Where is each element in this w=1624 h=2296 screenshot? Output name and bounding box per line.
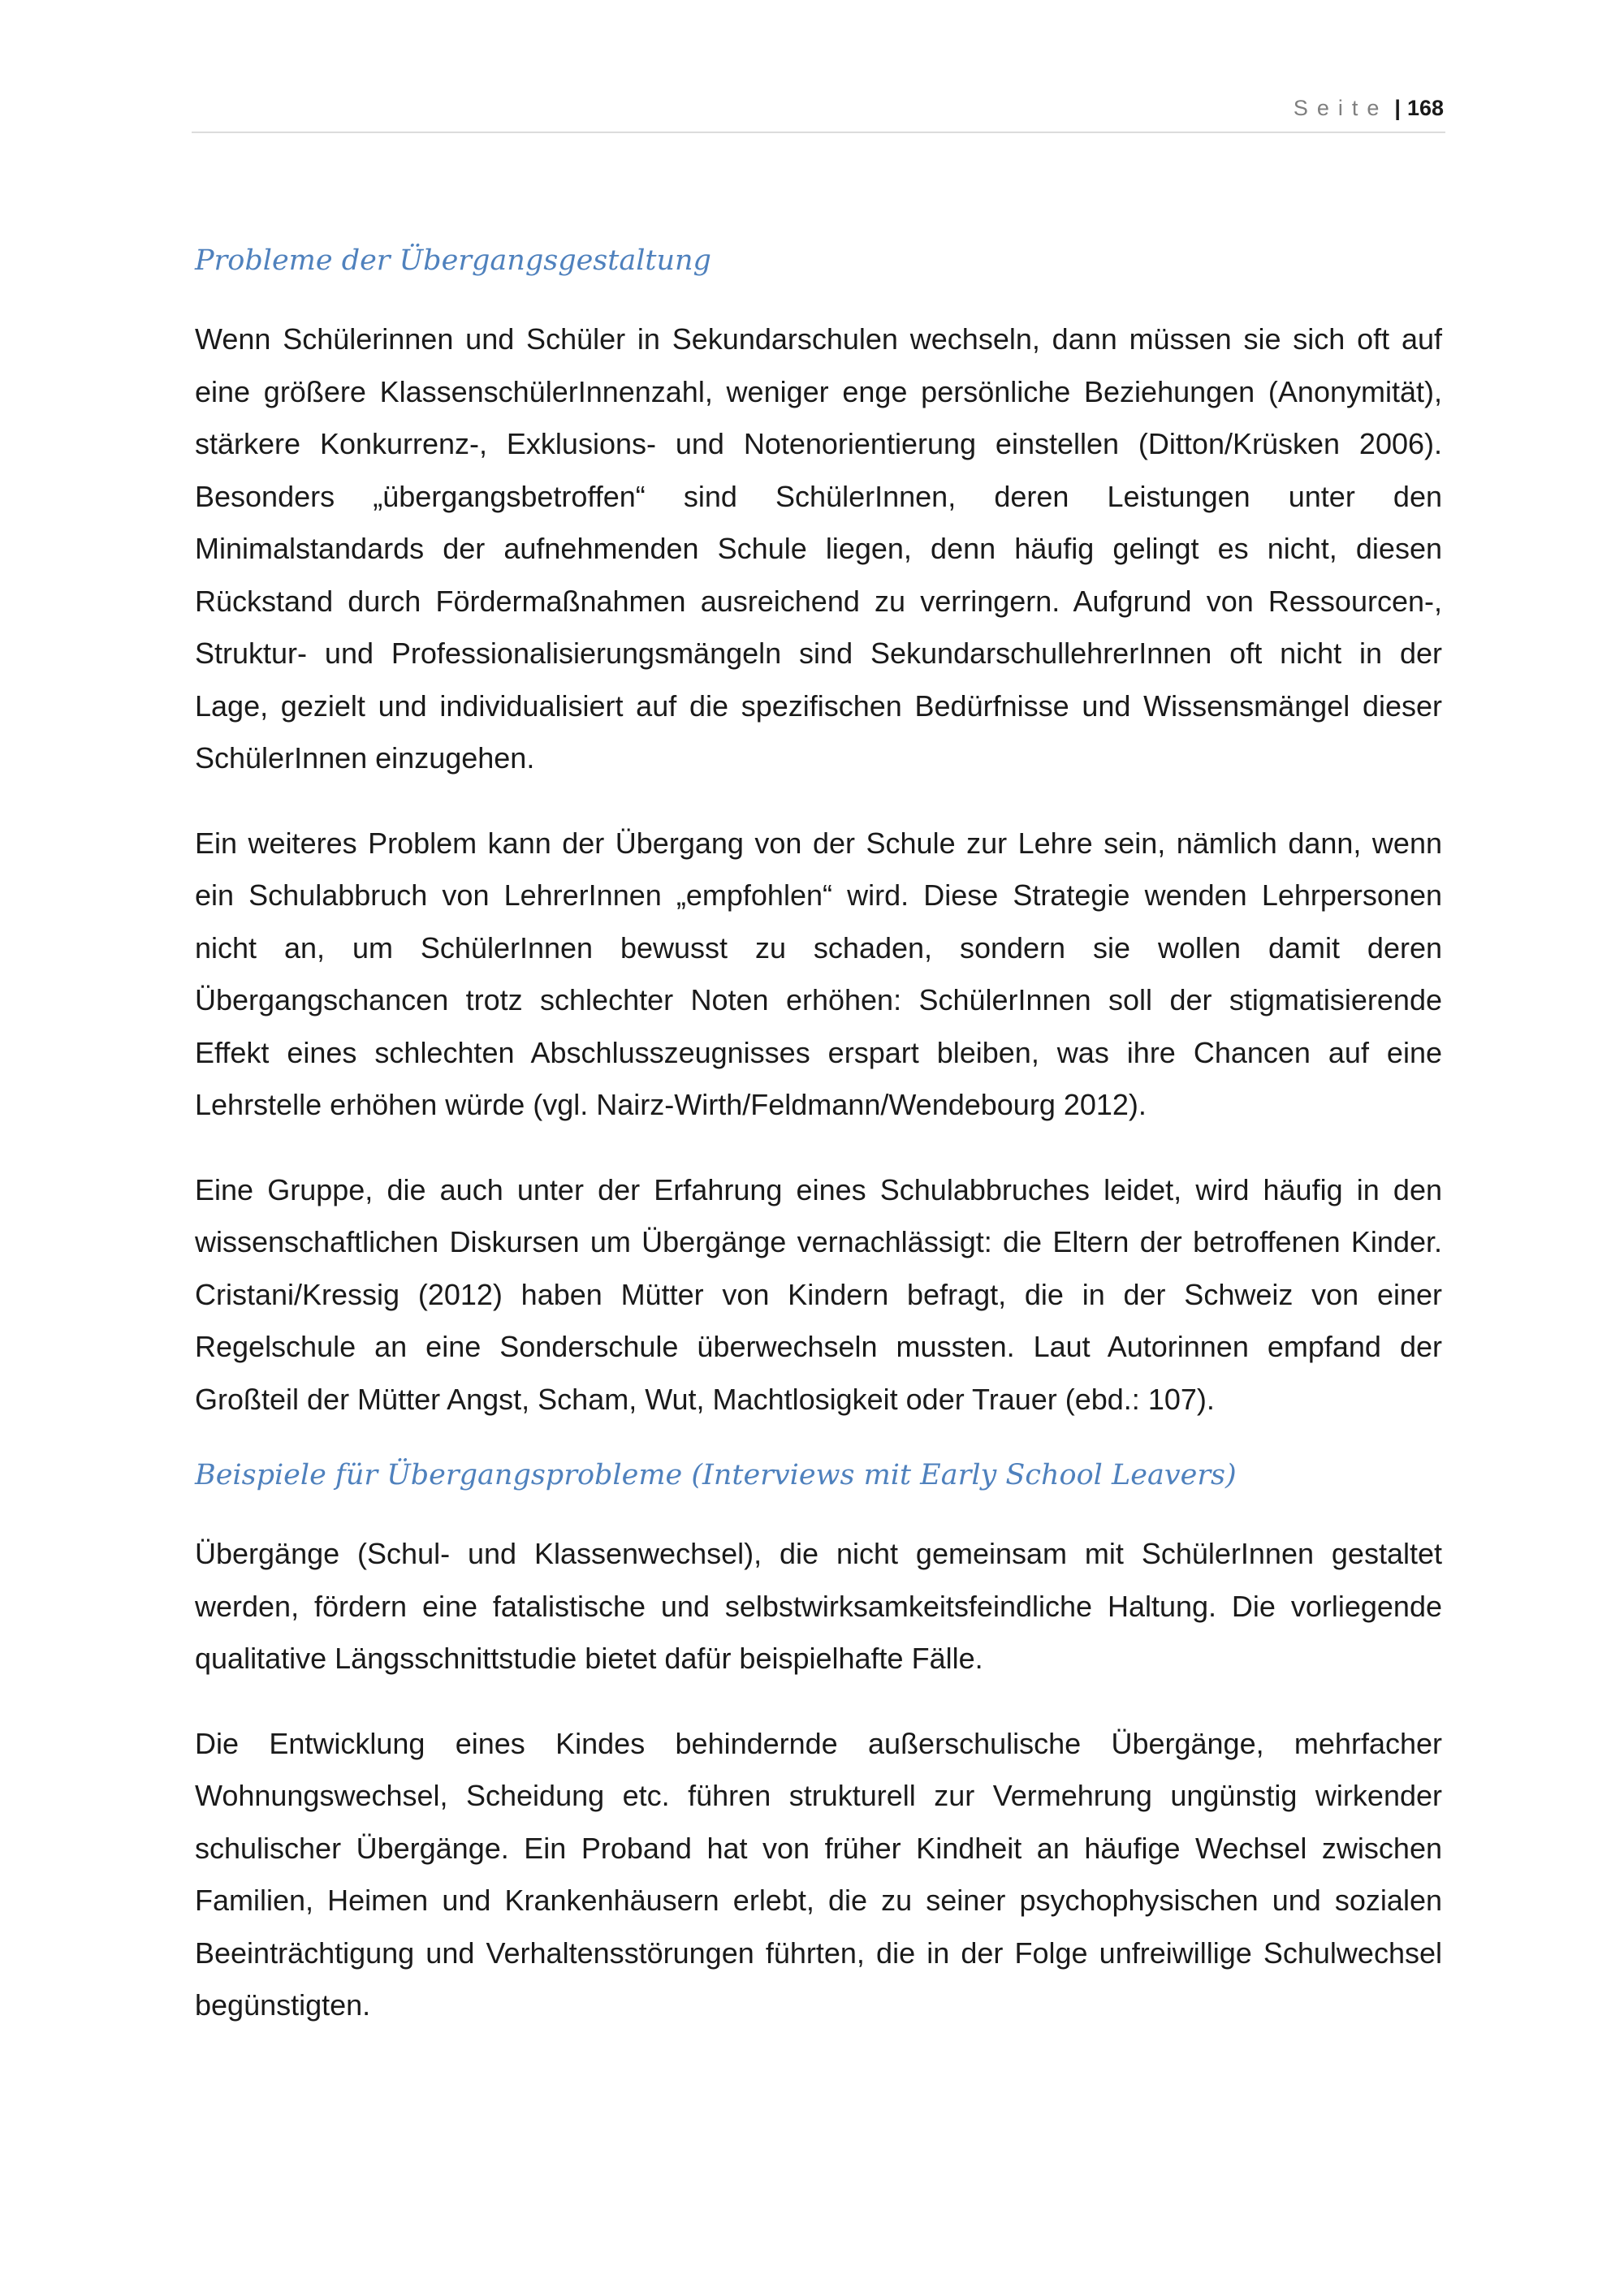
paragraph: Ein weiteres Problem kann der Übergang von der Schule zur Lehre sein, nämlich dann, wenn ein Schulabbruch von LehrerInnen „empfohlen“ wird. Diese Strategie wenden Lehrpersonen nicht an, um SchülerInnen bewusst zu schaden, sondern sie wollen damit deren Übergangschancen trotz schlechter Noten erhöhen: SchülerInnen soll der stigmatisierende Effekt eines schlechten Abschlusszeugnisses erspart bleiben, was ihre Chancen auf eine Lehrstelle erhöhen würde (vgl. Nairz-Wirth/Feldmann/Wendebourg 2012).	[195, 826, 1442, 1121]
paragraph: Wenn Schülerinnen und Schüler in Sekundarschulen wechseln, dann müssen sie sich oft auf eine größere KlassenschülerInnenzahl, weniger enge persönliche Beziehungen (Anonymität), stärkere Konkurrenz-, Exklusions- und Notenorientierung einstellen (Ditton/Krüsken 2006). Besonders „übergangsbetroffen“ sind SchülerInnen, deren Leistungen unter den Minimalstandards der aufnehmenden Schule liegen, denn häufig gelingt es nicht, diesen Rückstand durch Fördermaßnahmen ausreichend zu verringern. Aufgrund von Ressourcen-, Struktur- und Professionalisierungsmängeln sind SekundarschullehrerInnen oft nicht in der Lage, gezielt und individualisiert auf die spezifischen Bedürfnisse und Wissensmängel dieser SchülerInnen einzugehen.	[195, 322, 1442, 775]
page-content	[195, 244, 1442, 2065]
page-header	[192, 91, 1445, 133]
section-heading-probleme: Probleme der Übergangsgestaltung	[195, 244, 711, 277]
page-number: 168	[1406, 96, 1444, 120]
section-heading-beispiele: Beispiele für Übergangsprobleme (Interviews mit Early School Leavers)	[195, 1459, 1237, 1491]
paragraph: Die Entwicklung eines Kindes behindernde außerschulische Übergänge, mehrfacher Wohnungswechsel, Scheidung etc. führen strukturell zur Vermehrung ungünstig wirkender schulischer Übergänge. Ein Proband hat von früher Kindheit an häufige Wechsel zwischen Familien, Heimen und Krankenhäusern erlebt, die zu seiner psychophysischen und sozialen Beeinträchtigung und Verhaltensstörungen führten, die in der Folge unfreiwillige Schulwechsel begünstigten.	[195, 1726, 1442, 2022]
paragraph: Eine Gruppe, die auch unter der Erfahrung eines Schulabbruches leidet, wird häufig in den wissenschaftlichen Diskursen um Übergänge vernachlässigt: die Eltern der betroffenen Kinder. Cristani/Kressig (2012) haben Mütter von Kindern befragt, die in der Schweiz von einer Regelschule an eine Sonderschule überwechseln mussten. Laut Autorinnen empfand der Großteil der Mütter Angst, Scham, Wut, Machtlosigkeit oder Trauer (ebd.: 107).	[195, 1172, 1442, 1416]
seite-label: Seite	[1293, 96, 1389, 120]
page-number-block	[1294, 96, 1444, 121]
page-separator: |	[1394, 96, 1401, 120]
paragraph: Übergänge (Schul- und Klassenwechsel), die nicht gemeinsam mit SchülerInnen gestaltet werden, fördern eine fatalistische und selbstwirksamkeitsfeindliche Haltung. Die vorliegende qualitative Längsschnittstudie bietet dafür beispielhafte Fälle.	[195, 1537, 1442, 1675]
